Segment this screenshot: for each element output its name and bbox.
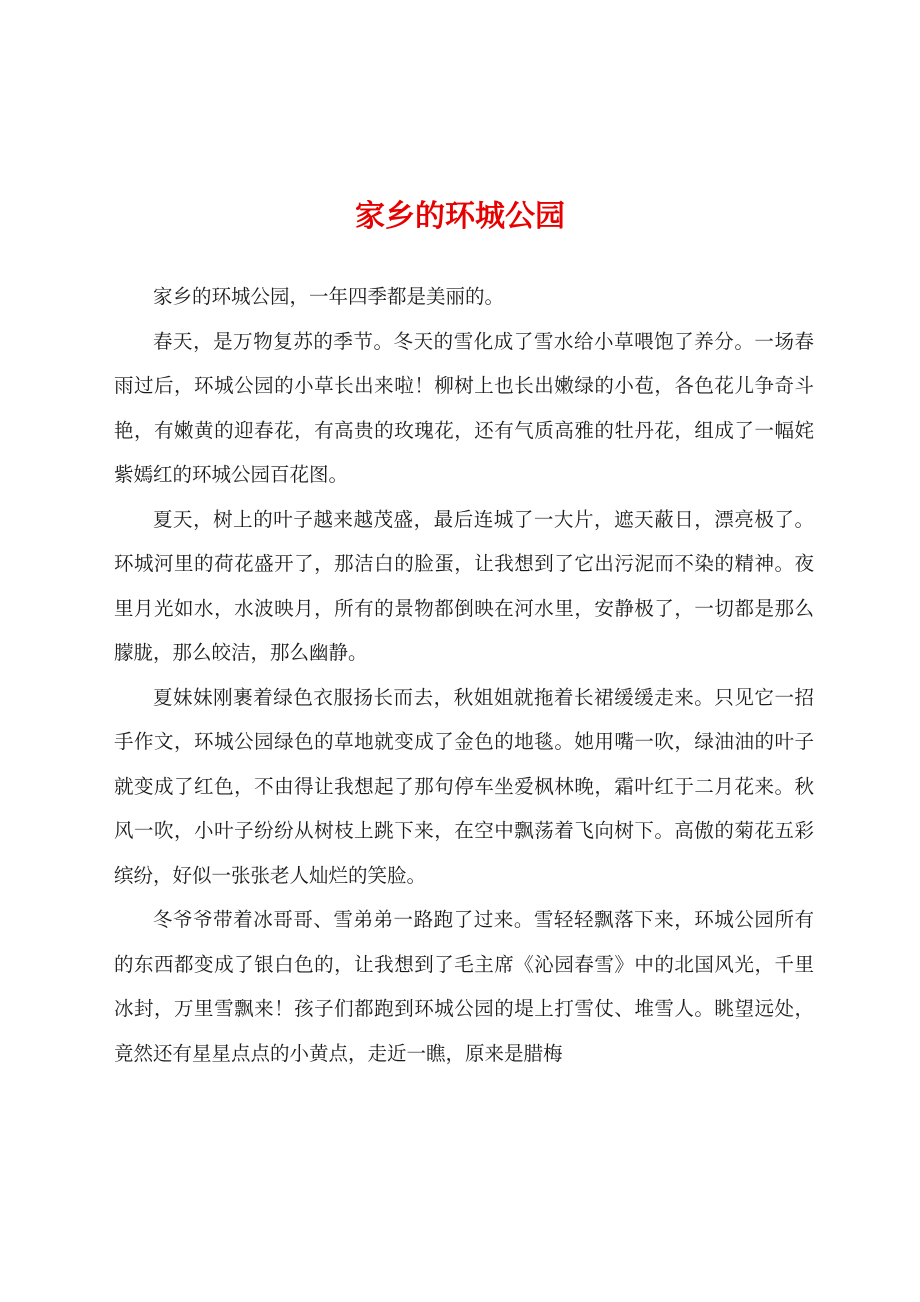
paragraph-spring: 春天，是万物复苏的季节。冬天的雪化成了雪水给小草喂饱了养分。一场春雨过后，环城公园的小草长出来啦！柳树上也长出嫩绿的小苞，各色花儿争奇斗艳，有嫩黄的迎春花，有高贵的玫瑰花，还有气质高雅的牡丹花，组成了一幅姹紫嫣红的环城公园百花图。	[114, 329, 814, 486]
paragraph-summer: 夏天，树上的叶子越来越茂盛，最后连城了一大片，遮天蔽日，漂亮极了。环城河里的荷花盛开了，那洁白的脸蛋，让我想到了它出污泥而不染的精神。夜里月光如水，水波映月，所有的景物都倒映在河水里，安静极了，一切都是那么朦胧，那么皎洁，那么幽静。	[114, 507, 814, 664]
document-body	[114, 275, 814, 1076]
paragraph-winter: 冬爷爷带着冰哥哥、雪弟弟一路跑了过来。雪轻轻飘落下来，环城公园所有的东西都变成了银白色的，让我想到了毛主席《沁园春雪》中的北国风光，千里冰封，万里雪飘来！孩子们都跑到环城公园的堤上打雪仗、堆雪人。眺望远处，竟然还有星星点点的小黄点，走近一瞧，原来是腊梅	[114, 908, 814, 1065]
paragraph-intro: 家乡的环城公园，一年四季都是美丽的。	[153, 285, 505, 308]
document-title: 家乡的环城公园	[355, 199, 565, 234]
paragraph-autumn: 夏妹妹刚裹着绿色衣服扬长而去，秋姐姐就拖着长裙缓缓走来。只见它一招手作文，环城公园绿色的草地就变成了金色的地毯。她用嘴一吹，绿油油的叶子就变成了红色，不由得让我想起了那句停车坐爱枫林晚，霜叶红于二月花来。秋风一吹，小叶子纷纷从树枝上跳下来，在空中飘荡着飞向树下。高傲的菊花五彩缤纷，好似一张张老人灿烂的笑脸。	[114, 685, 814, 887]
